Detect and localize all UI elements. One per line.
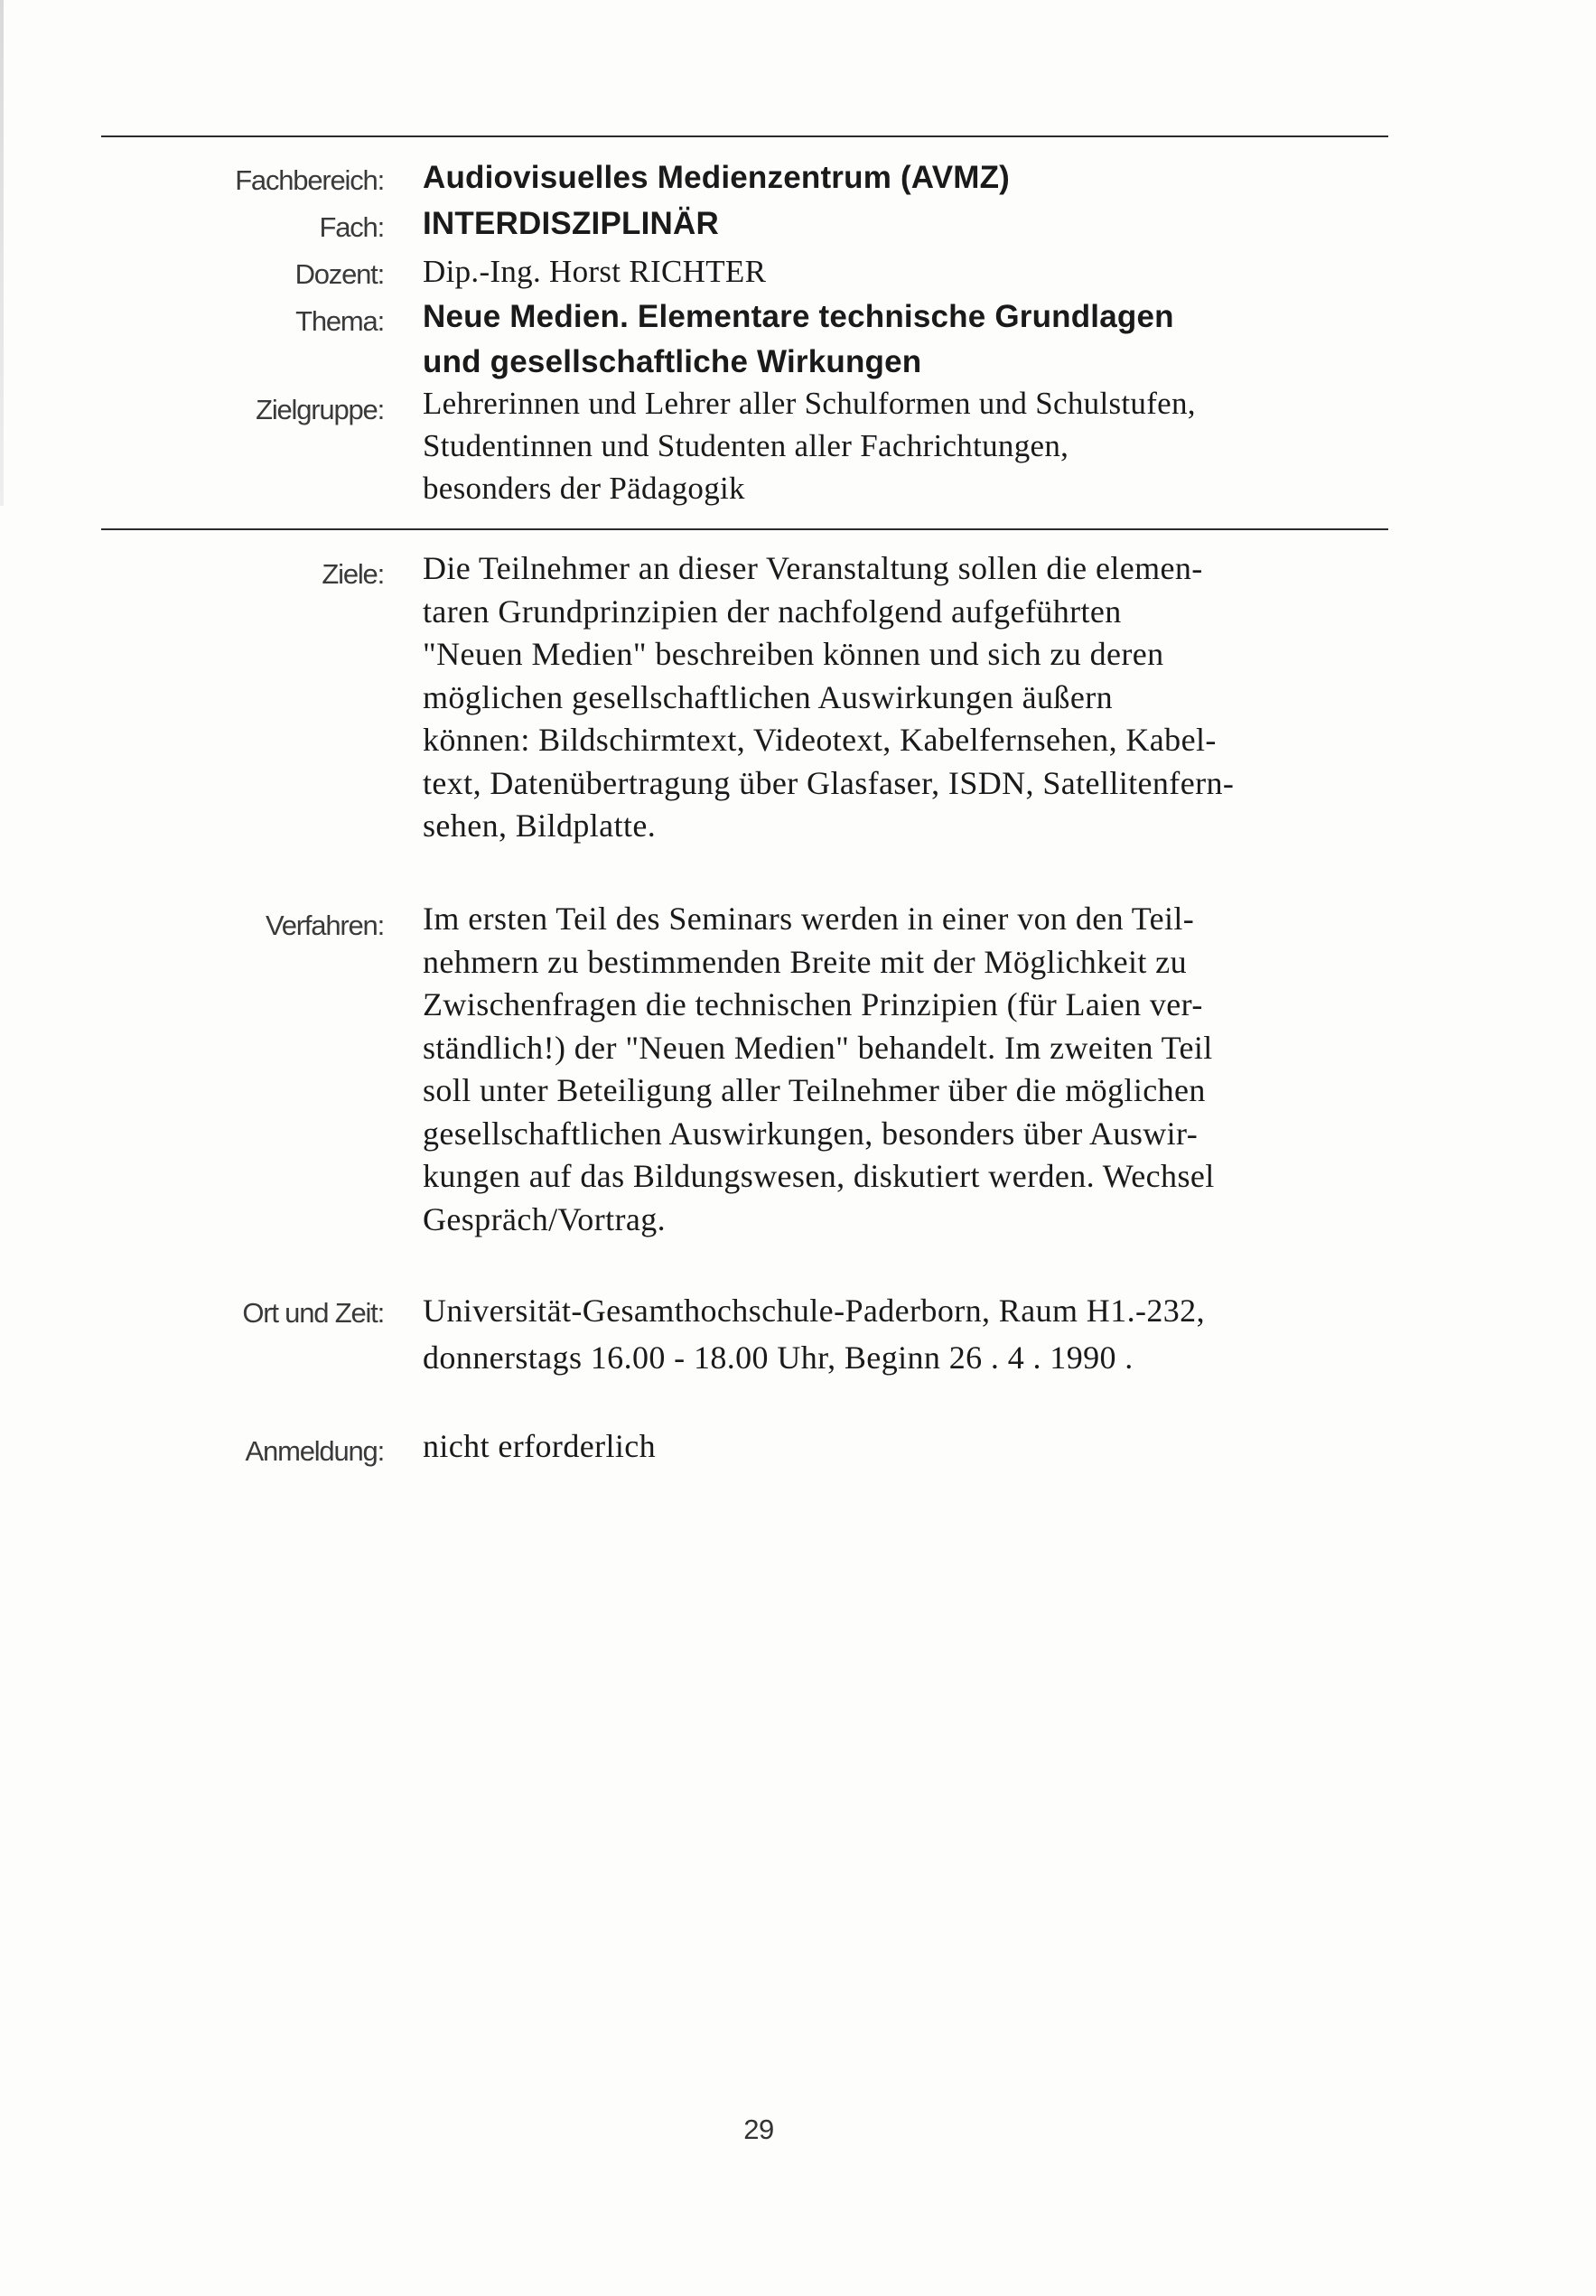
ziele-line: möglichen gesellschaftlichen Auswirkungen äußern <box>423 678 1113 715</box>
verfahren-line: ständlich!) der "Neuen Medien" behandelt. Im zweiten Teil <box>423 1029 1213 1066</box>
ziele-line: Die Teilnehmer an dieser Veranstaltung sollen die elemen- <box>423 550 1203 586</box>
ziele-line: "Neuen Medien" beschreiben können und sich zu deren <box>423 636 1164 672</box>
ort-zeit-label: Ort und Zeit: <box>242 1297 384 1329</box>
dozent-label: Dozent: <box>294 258 384 290</box>
page-edge-shadow <box>0 0 4 506</box>
thema-value <box>423 294 1398 385</box>
page-number: 29 <box>743 2114 774 2145</box>
middle-divider <box>101 528 1388 530</box>
ziele-line: können: Bildschirmtext, Videotext, Kabelfernsehen, Kabel- <box>423 722 1217 758</box>
fachbereich-label: Fachbereich: <box>235 164 384 196</box>
thema-line: und gesellschaftliche Wirkungen <box>423 344 922 379</box>
top-divider <box>101 135 1388 137</box>
fachbereich-value: Audiovisuelles Medienzentrum (AVMZ) <box>423 160 1011 195</box>
ziele-text <box>423 547 1398 848</box>
ort-zeit-text <box>423 1287 1398 1381</box>
verfahren-line: kungen auf das Bildungswesen, diskutiert werden. Wechsel <box>423 1158 1215 1194</box>
verfahren-line: nehmern zu bestimmenden Breite mit der Möglichkeit zu <box>423 943 1187 980</box>
zielgruppe-line: besonders der Pädagogik <box>423 471 745 506</box>
fach-label: Fach: <box>319 211 384 243</box>
ort-zeit-line: Universität-Gesamthochschule-Paderborn, Raum H1.-232, <box>423 1293 1205 1329</box>
verfahren-line: Im ersten Teil des Seminars werden in einer von den Teil- <box>423 901 1195 937</box>
verfahren-line: Gespräch/Vortrag. <box>423 1200 667 1237</box>
zielgruppe-label: Zielgruppe: <box>256 394 384 425</box>
verfahren-label: Verfahren: <box>265 910 384 941</box>
ziele-line: sehen, Bildplatte. <box>423 807 657 844</box>
fach-value: INTERDISZIPLINÄR <box>423 206 719 241</box>
zielgruppe-value <box>423 382 1398 509</box>
ziele-label: Ziele: <box>322 558 384 590</box>
zielgruppe-line: Lehrerinnen und Lehrer aller Schulformen und Schulstufen, <box>423 386 1196 421</box>
thema-label: Thema: <box>295 305 384 337</box>
verfahren-text <box>423 898 1398 1241</box>
verfahren-line: soll unter Beteiligung aller Teilnehmer über die möglichen <box>423 1072 1206 1108</box>
ziele-line: text, Datenübertragung über Glasfaser, ISDN, Satellitenfern- <box>423 764 1235 801</box>
thema-line: Neue Medien. Elementare technische Grundlagen <box>423 299 1174 334</box>
ort-zeit-line: donnerstags 16.00 - 18.00 Uhr, Beginn 26 . 4 . 1990 . <box>423 1339 1134 1376</box>
dozent-value: Dip.-Ing. Horst RICHTER <box>423 254 767 289</box>
anmeldung-value: nicht erforderlich <box>423 1428 657 1464</box>
anmeldung-label: Anmeldung: <box>245 1435 384 1467</box>
ziele-line: taren Grundprinzipien der nachfolgend aufgeführten <box>423 593 1122 630</box>
zielgruppe-line: Studentinnen und Studenten aller Fachrichtungen, <box>423 428 1069 463</box>
verfahren-line: Zwischenfragen die technischen Prinzipien (für Laien ver- <box>423 986 1203 1022</box>
verfahren-line: gesellschaftlichen Auswirkungen, besonders über Auswir- <box>423 1115 1199 1152</box>
